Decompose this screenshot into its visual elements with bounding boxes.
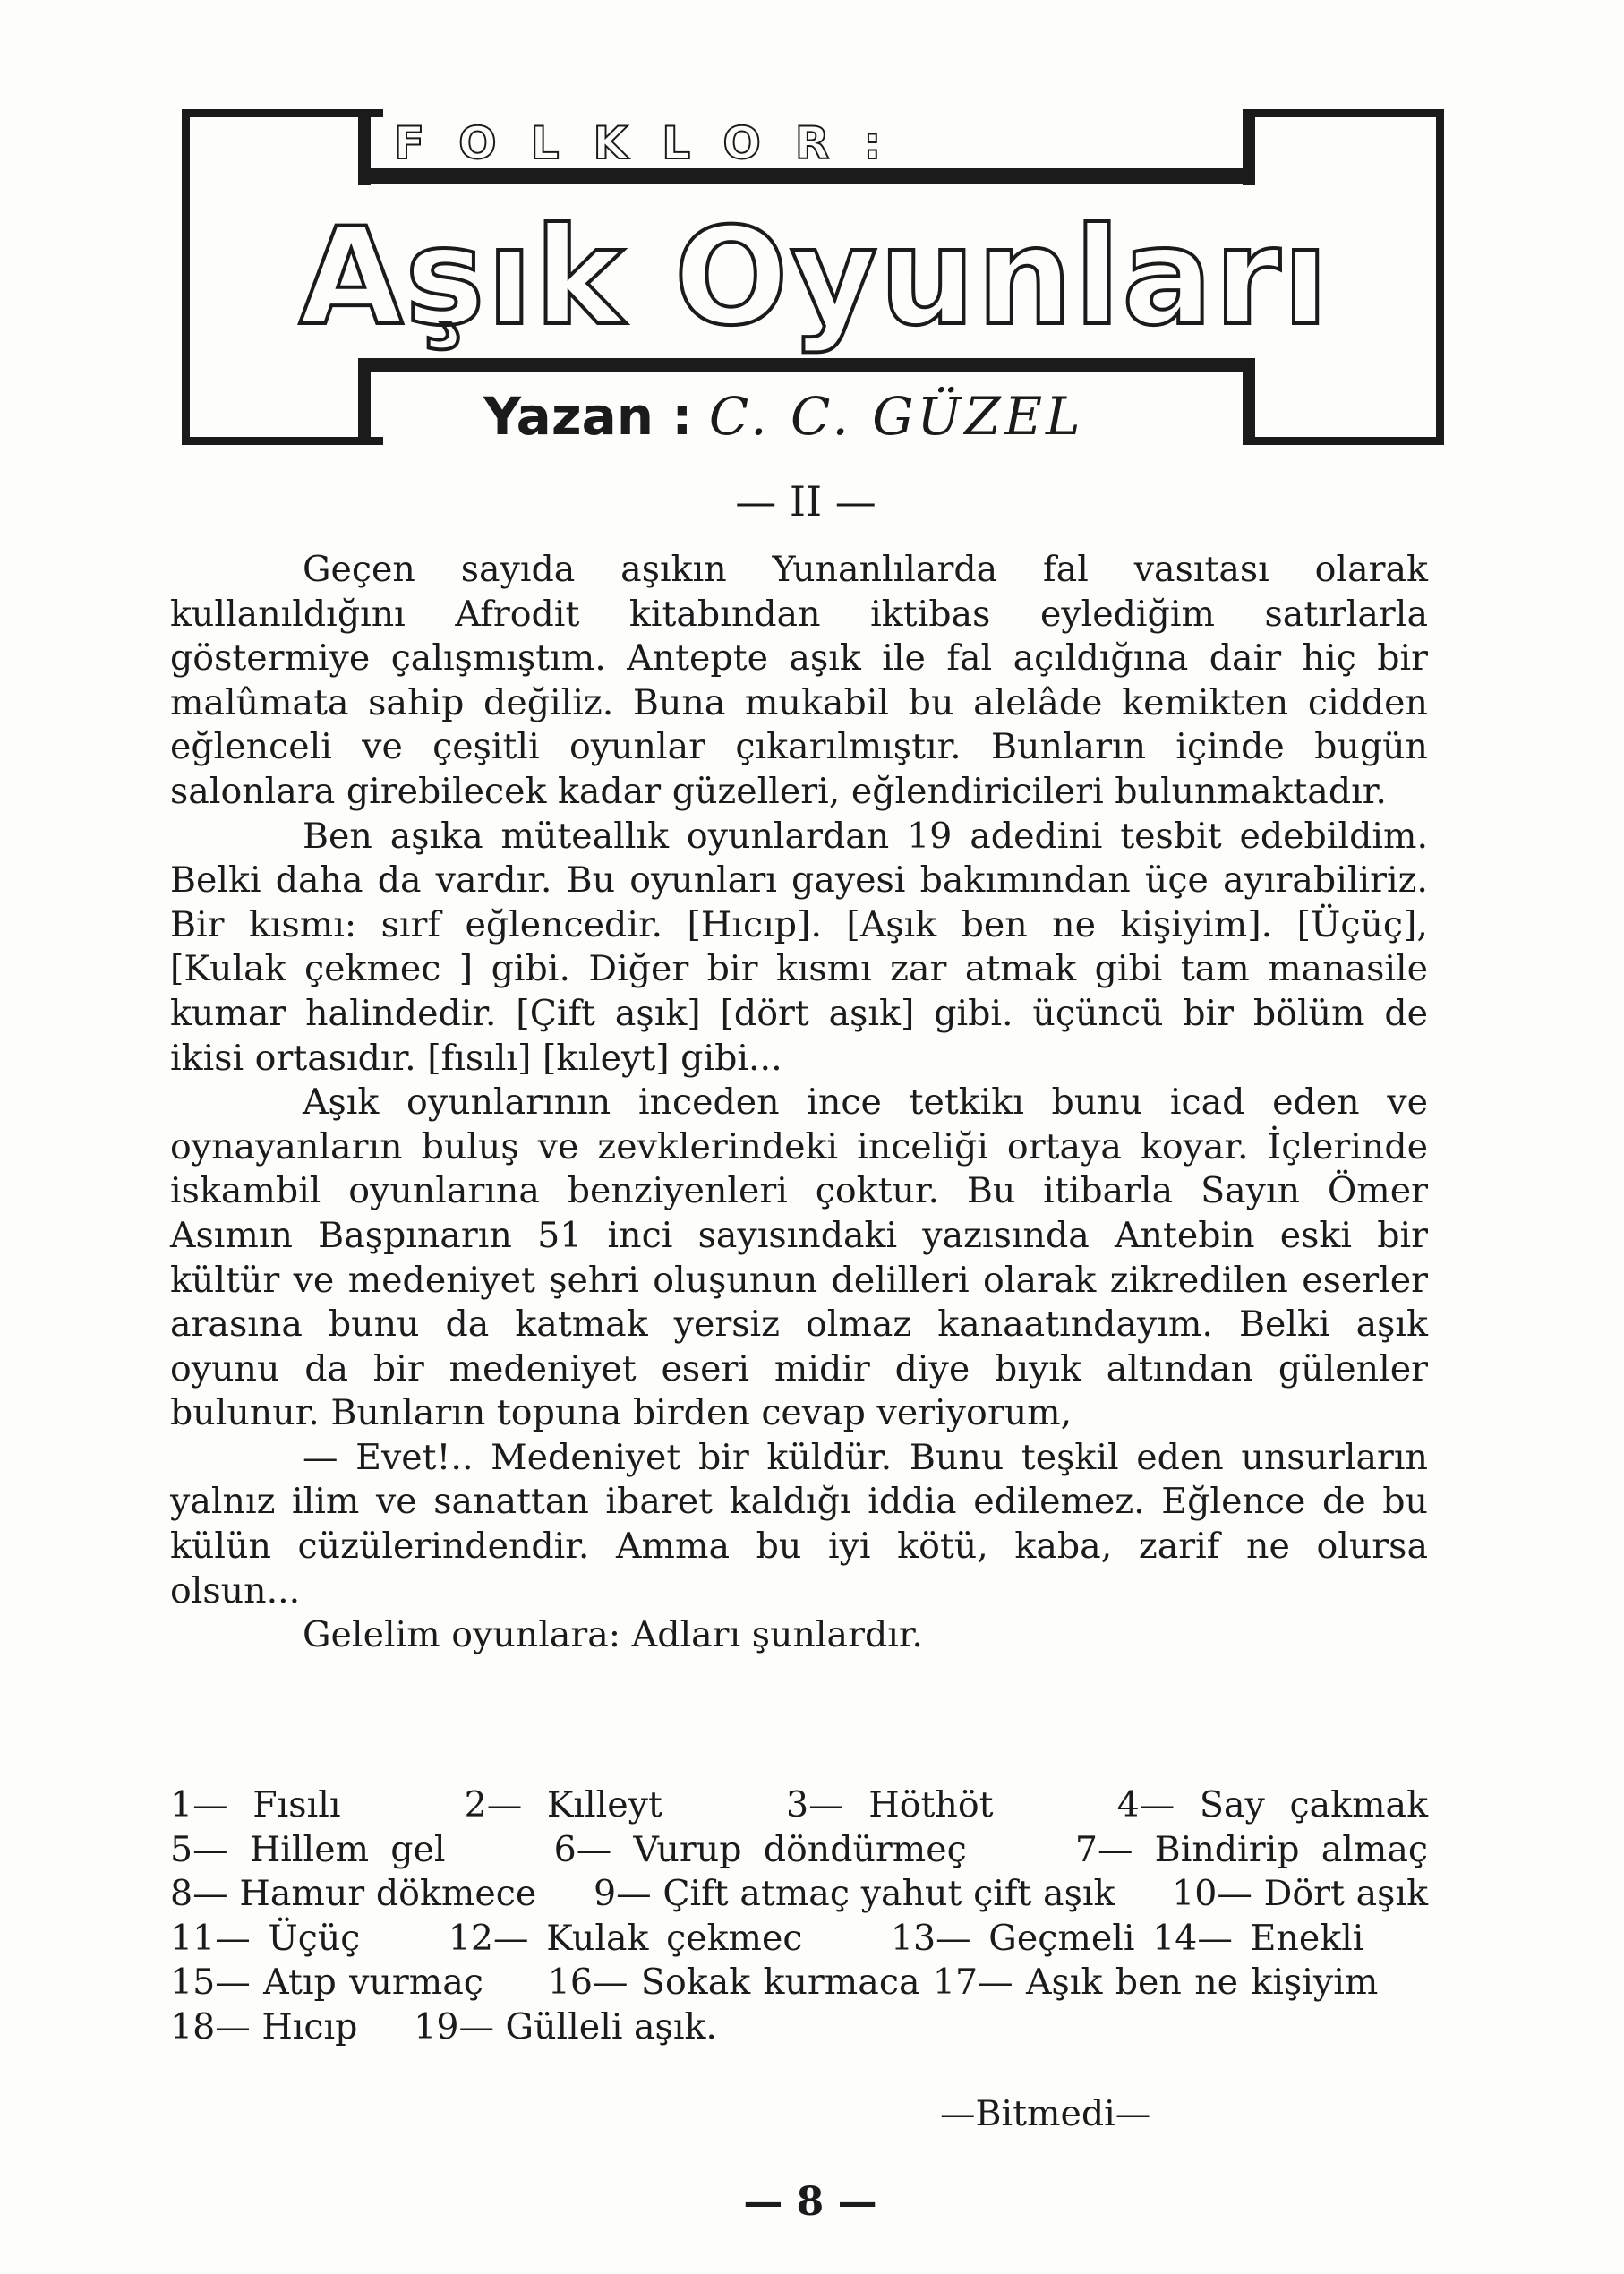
list-item: 3— Höthöt <box>786 1784 994 1825</box>
section-kicker: FOLKLOR: <box>394 117 916 169</box>
list-item: 5— Hillem gel <box>170 1828 446 1870</box>
continued-note: —Bitmedi— <box>940 2093 1151 2134</box>
part-number: — II — <box>735 477 876 526</box>
paragraph: Geçen sayıda aşıkın Yunanlılarda fal vasıtası olarak kullanıldığını Afrodit kitabından iktibas eylediğim satırlarla göstermiye çalışmıştım. Antepte aşık ile fal açıldığına dair hiç bir malûmata sahip değiliz. Buna mukabil bu alelâde kemikten cidden eğlenceli ve çeşitli oyunlar çıkarılmıştır. Bunların içinde bugün salonlara girebilecek kadar güzelleri, eğlendiricileri bulunmaktadır. <box>170 549 1428 812</box>
list-item: 11— Üçüç <box>170 1917 361 1959</box>
list-item: 13— Geçmeli <box>890 1917 1135 1959</box>
article-body <box>170 548 1428 1658</box>
list-item: 2— Kılleyt <box>464 1784 662 1825</box>
header-frame-line <box>182 437 383 445</box>
list-item: 9— Çift atmaç yahut çift aşık <box>593 1873 1115 1915</box>
list-item: 15— Atıp vurmaç <box>170 1962 483 2004</box>
header-frame-line <box>1243 109 1444 117</box>
list-item: 10— Dört aşık <box>1172 1873 1429 1915</box>
header-frame-line <box>1243 437 1444 445</box>
header-frame-line <box>182 109 383 117</box>
article-title: Aşık Oyunları <box>299 200 1330 355</box>
author-line <box>483 385 1164 448</box>
list-item: 14— Enekli <box>1152 1917 1364 1959</box>
list-item: 12— Kulak çekmec <box>448 1917 803 1959</box>
author-name: C. C. GÜZEL <box>708 386 1084 447</box>
header-rule <box>358 168 1253 184</box>
header-frame-line <box>1436 109 1444 445</box>
paragraph: Aşık oyunlarının inceden ince tetkikı bunu icad eden ve oynayanların buluş ve zevklerindeki inceliği ortaya koyar. İçlerinde iskambil oyunlarına benziyenleri çoktur. Bu itibarla Sayın Ömer Asımın Başpınarın 51 inci sayısındaki yazısında Antebin eski bir kültür ve medeniyet şehri oluşunun delilleri olarak zikredilen eserler arasına bunu da katmak yersiz olmaz kanaatındayım. Belki aşık oyunu da bir medeniyet eseri midir diye bıyık altından gülenler bulunur. Bunların topuna birden cevap veriyorum, <box>170 1081 1428 1434</box>
paragraph: Gelelim oyunlara: Adları şunlardır. <box>303 1614 923 1656</box>
header-rule <box>358 358 1253 372</box>
games-list <box>170 1783 1428 2050</box>
list-item: 8— Hamur dökmece <box>170 1873 537 1915</box>
header-frame-line <box>182 109 190 445</box>
list-item: 18— Hıcıp <box>170 2005 358 2047</box>
paragraph: Ben aşıka müteallık oyunlardan 19 adedini tesbit edebildim. Belki daha da vardır. Bu oyunları gayesi bakımından üçe ayırabiliriz. Bir kısmı: sırf eğlencedir. [Hıcıp]. [Aşık ben ne kişiyim]. [Üçüç], [Kulak çekmec ] gibi. Diğer bir kısmı zar atmak gibi tam manasile kumar halindedir. [Çift aşık] [dört aşık] gibi. üçüncü bir bölüm de ikisi ortasıdır. [fısılı] [kıleyt] gibi... <box>170 815 1428 1079</box>
list-item: 16— Sokak kurmaca <box>547 1962 920 2004</box>
list-item: 17— Aşık ben ne kişiyim <box>932 1962 1379 2004</box>
list-item: 1— Fısılı <box>170 1784 341 1825</box>
list-item: 6— Vurup döndürmeç <box>553 1828 967 1870</box>
list-item: 4— Say çakmak <box>1116 1784 1429 1825</box>
list-item: 19— Gülleli aşık. <box>414 2005 717 2047</box>
page-number: — 8 — <box>743 2179 877 2225</box>
paragraph: — Evet!.. Medeniyet bir küldür. Bunu teşkil eden unsurların yalnız ilim ve sanattan ibaret kaldığı iddia edilemez. Eğlence de bu külün cüzülerindendir. Amma bu iyi kötü, kaba, zarif ne olursa olsun... <box>170 1436 1428 1611</box>
list-item: 7— Bindirip almaç <box>1074 1828 1429 1870</box>
author-label: Yazan : <box>483 386 693 447</box>
